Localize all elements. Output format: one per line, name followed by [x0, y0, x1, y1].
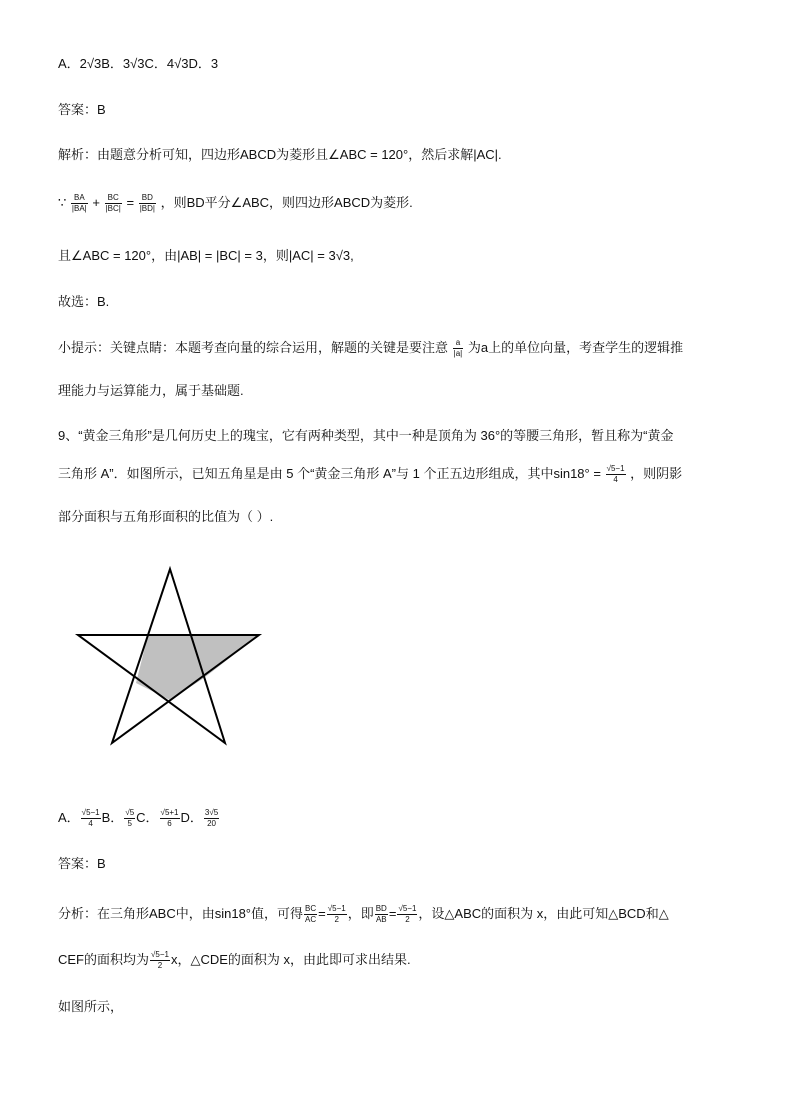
fraction-numerator: BA	[71, 193, 88, 204]
fraction-numerator: BC	[105, 193, 122, 204]
analysis-text-a: 分析：在三角形ABC中，由sin18°值，可得	[58, 906, 304, 921]
fraction-denominator: AB	[375, 915, 387, 925]
fraction-denominator: |a|	[453, 349, 463, 359]
fraction-denominator: 4	[613, 475, 618, 485]
q9-options	[58, 808, 220, 829]
q8-choose: 故选：B.	[58, 294, 110, 309]
fraction-numerator: 3√5	[204, 808, 219, 818]
fraction-golden-2	[397, 904, 417, 925]
fraction-numerator: √5−1	[398, 904, 417, 914]
q9-stem-line2-b: ，则阴影	[630, 466, 683, 481]
analysis2-text-b: x，△CDE的面积为 x，由此即可求出结果.	[170, 952, 411, 967]
fraction-numerator: BD	[139, 193, 156, 204]
fraction-denominator: 6	[167, 819, 172, 829]
fraction-numerator: BC	[305, 904, 317, 914]
fraction-denominator: 2	[334, 915, 339, 925]
q9-analysis-line2	[58, 950, 411, 971]
fraction-denominator: 2	[157, 961, 163, 971]
q8-answer: 答案：B	[58, 102, 106, 117]
option-d-label: D．	[180, 810, 203, 825]
as-shown-text: 如图所示，	[58, 999, 124, 1014]
fraction-numerator: √5	[125, 808, 135, 818]
q9-stem-line2-a: 三角形 A”．如图所示，已知五角星是由 5 个“黄金三角形 A”与 1 个正五边形组成，其中sin18° =	[58, 466, 601, 481]
q8-options: A．2√3B．3√3C．4√3D．3	[58, 56, 219, 71]
q9-stem-line1: 9、“黄金三角形”是几何历史上的瑰宝，它有两种类型，其中一种是顶角为 36°的等腰三角形，暂且称为“黄金	[58, 428, 674, 443]
therefore-symbol: ∵	[58, 195, 67, 210]
fraction-denominator: 5	[127, 819, 132, 829]
q9-stem-line3: 部分面积与五角形面积的比值为（ ）.	[58, 509, 274, 524]
fraction-numerator: a	[453, 338, 464, 349]
q8-analysis: 解析：由题意分析可知，四边形ABCD为菱形且∠ABC = 120°，然后求解|AC|.	[58, 147, 502, 162]
fraction-numerator: √5−1	[327, 904, 346, 914]
fraction-numerator: BD	[375, 904, 387, 914]
fraction-denominator: 2	[405, 915, 410, 925]
plus-sign: +	[92, 195, 100, 210]
option-c-fraction	[160, 808, 180, 829]
fraction-denominator: AC	[305, 915, 317, 925]
fraction-golden-3	[150, 950, 170, 971]
tip-text-b: 为a上的单位向量，考查学生的逻辑推	[467, 340, 684, 355]
fraction-numerator: √5+1	[160, 808, 179, 818]
q8-step2: 且∠ABC = 120°，由|AB| = |BC| = 3，则|AC| = 3√3,	[58, 248, 354, 263]
analysis-text-b: ，即	[347, 906, 374, 921]
option-c-label: C．	[136, 810, 159, 825]
analysis-text-c: ，设△ABC的面积为 x，由此可知△BCD和△	[418, 906, 669, 921]
option-d-fraction	[204, 808, 219, 829]
fraction-golden-1	[327, 904, 347, 925]
q9-answer: 答案：B	[58, 856, 106, 871]
equals-sign: =	[388, 906, 397, 921]
fraction-numerator: √5−1	[81, 808, 100, 818]
analysis2-text-a: CEF的面积均为	[58, 952, 150, 967]
equals-sign: =	[318, 906, 326, 921]
option-a-label: A．	[58, 810, 80, 825]
fraction-denominator: |BC|	[105, 204, 121, 214]
option-a-fraction	[81, 808, 101, 829]
equals-sign: =	[126, 195, 135, 210]
option-b-fraction	[124, 808, 135, 829]
fraction-denominator: 20	[207, 819, 216, 829]
tip-text-a: 小提示：关键点睛：本题考查向量的综合运用，解题的关键是要注意	[58, 340, 449, 355]
fraction-denominator: |BA|	[71, 204, 87, 214]
fraction-numerator: √5−1	[151, 950, 169, 960]
fraction-bc-ac	[304, 904, 317, 925]
option-b-label: B．	[101, 810, 124, 825]
step1-conclusion: ，则BD平分∠ABC，则四边形ABCD为菱形.	[160, 195, 413, 210]
fraction-denominator: 4	[88, 819, 93, 829]
fraction-denominator: |BD|	[139, 204, 155, 214]
q9-analysis-line1	[58, 904, 669, 925]
fraction-numerator: √5−1	[606, 464, 625, 474]
q8-tip-line2: 理能力与运算能力，属于基础题.	[58, 383, 244, 398]
fraction-bd-ab	[375, 904, 388, 925]
